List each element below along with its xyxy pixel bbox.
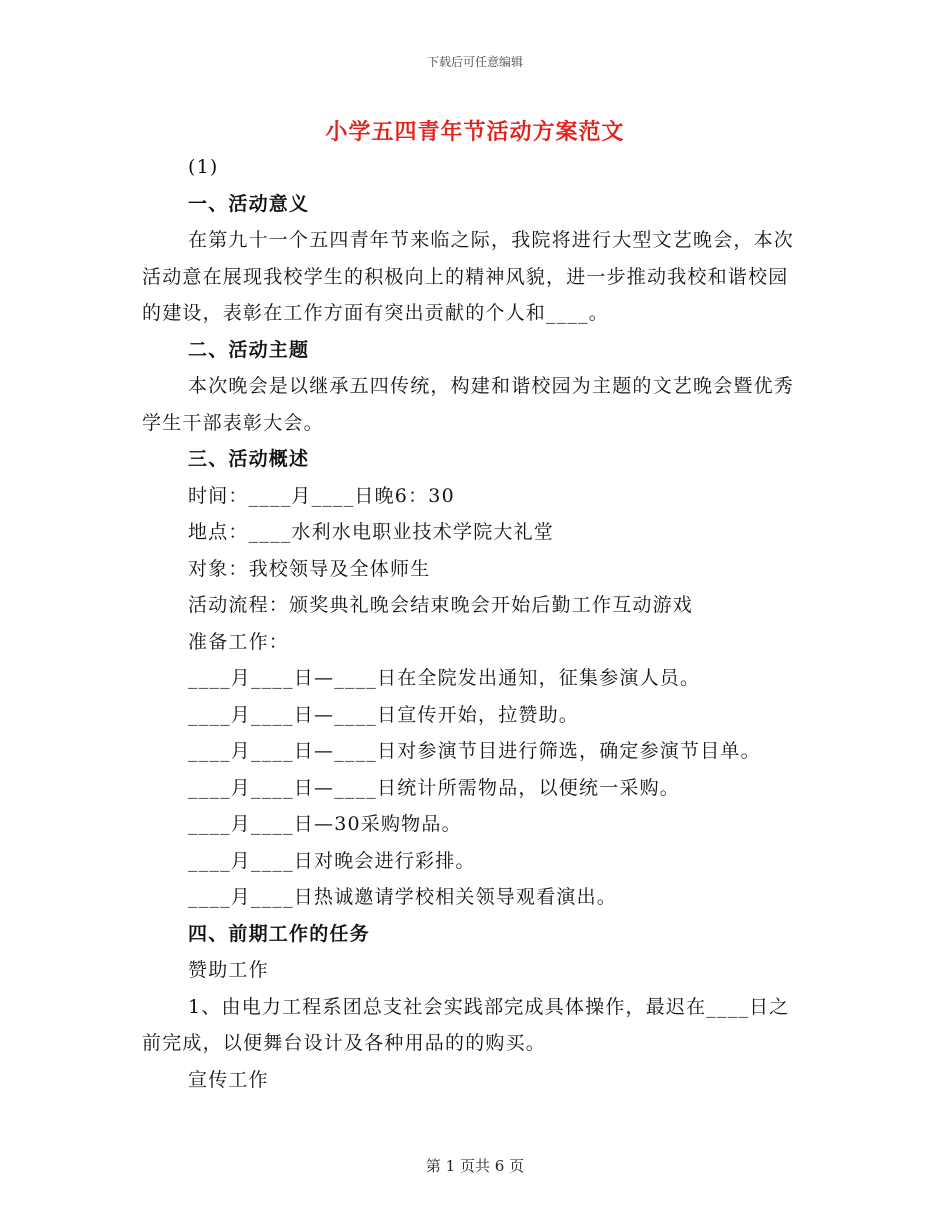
overview-time: 时间：____月____日晚6：30 [188,484,455,507]
schedule-line: ____月____日对晚会进行彩排。 [188,849,476,872]
schedule-line: ____月____日—____日统计所需物品，以便统一采购。 [188,776,681,799]
schedule-line: ____月____日—30采购物品。 [188,813,462,835]
overview-preparation-label: 准备工作： [188,630,290,653]
heading-activity-overview: 三、活动概述 [188,448,310,470]
document-title: 小学五四青年节活动方案范文 [325,119,625,145]
page-footer: 第 1 页共 6 页 [425,1157,525,1175]
schedule-line: ____月____日—____日宣传开始，拉赞助。 [188,703,580,726]
subheading-sponsorship: 赞助工作 [188,959,269,981]
paragraph-activity-significance: 在第九十一个五四青年节来临之际，我院将进行大型文艺晚会，本次活动意在展现我校学生的积极向上的精神风貌，进一步推动我校和谐校园的建设，表彰在工作方面有突出贡献的个人和____。 [142,229,795,324]
overview-process: 活动流程：颁奖典礼晚会结束晚会开始后勤工作互动游戏 [188,594,694,616]
overview-audience: 对象：我校领导及全体师生 [188,557,431,580]
overview-location: 地点：____水利水电职业技术学院大礼堂 [188,521,555,543]
schedule-line: ____月____日热诚邀请学校相关领导观看演出。 [188,886,618,908]
paragraph-sponsorship: 1、由电力工程系团总支社会实践部完成具体操作，最迟在____日之前完成，以便舞台设计及各种用品的的购买。 [142,995,790,1054]
section-number: (1) [188,156,219,178]
subheading-publicity: 宣传工作 [188,1068,269,1091]
heading-preliminary-tasks: 四、前期工作的任务 [188,922,370,945]
header-note: 下载后可任意编辑 [426,55,523,69]
heading-activity-theme: 二、活动主题 [188,338,310,361]
paragraph-activity-theme: 本次晚会是以继承五四传统，构建和谐校园为主题的文艺晚会暨优秀学生干部表彰大会。 [142,375,795,434]
schedule-line: ____月____日—____日对参演节目进行筛选，确定参演节目单。 [188,740,761,762]
schedule-line: ____月____日—____日在全院发出通知，征集参演人员。 [188,667,701,689]
heading-activity-significance: 一、活动意义 [188,192,310,215]
document-body [142,149,802,1098]
